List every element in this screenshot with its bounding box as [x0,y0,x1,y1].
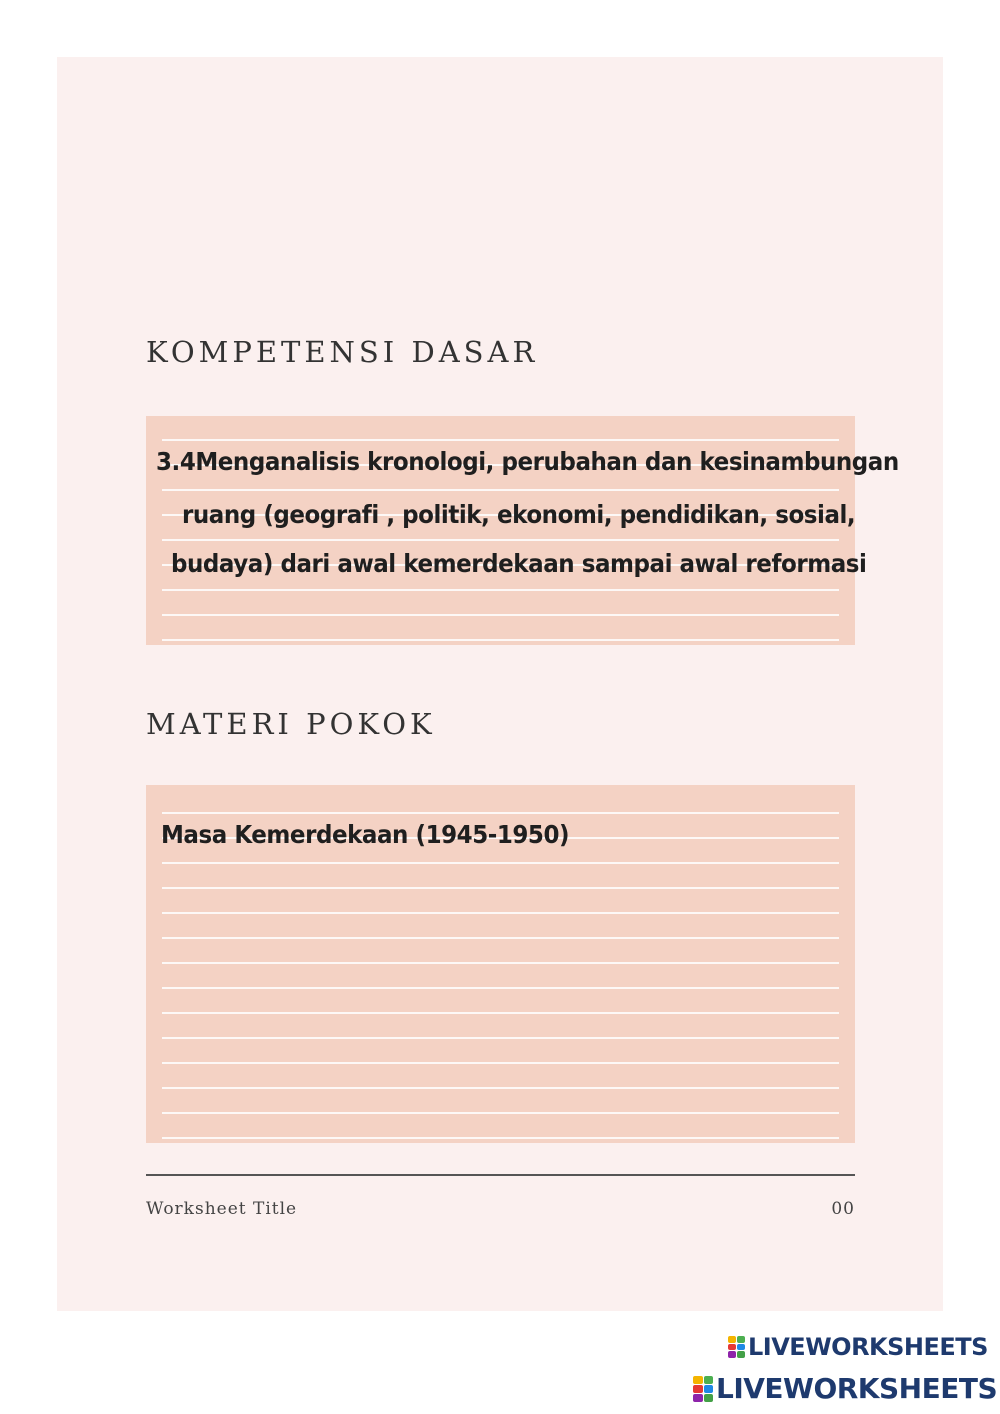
footer-page-number: 00 [831,1199,855,1219]
liveworksheets-logo-icon [693,1376,713,1402]
materi-pokok-line-1: Masa Kemerdekaan (1945-1950) [161,820,570,849]
liveworksheets-watermark [728,1333,988,1361]
kompetensi-dasar-line-2: ruang (geografi , politik, ekonomi, pendidikan, sosial, [182,500,856,529]
kompetensi-dasar-heading: KOMPETENSI DASAR [146,335,539,369]
worksheet-page [57,57,988,1361]
footer-divider [146,1174,855,1176]
footer-title: Worksheet Title [146,1199,298,1219]
kompetensi-dasar-box [146,416,899,645]
kompetensi-dasar-line-3: budaya) dari awal kemerdekaan sampai awal reformasi [171,549,867,578]
liveworksheets-brand [693,1372,997,1405]
kompetensi-dasar-line-1: 3.4Menganalisis kronologi, perubahan dan kesinambungan [156,447,899,476]
liveworksheets-logo-icon [728,1336,745,1358]
liveworksheets-wordmark: LIVEWORKSHEETS [716,1372,998,1405]
materi-pokok-heading: MATERI POKOK [146,707,436,741]
materi-pokok-box [146,785,855,1143]
liveworksheets-wordmark: LIVEWORKSHEETS [748,1333,988,1361]
